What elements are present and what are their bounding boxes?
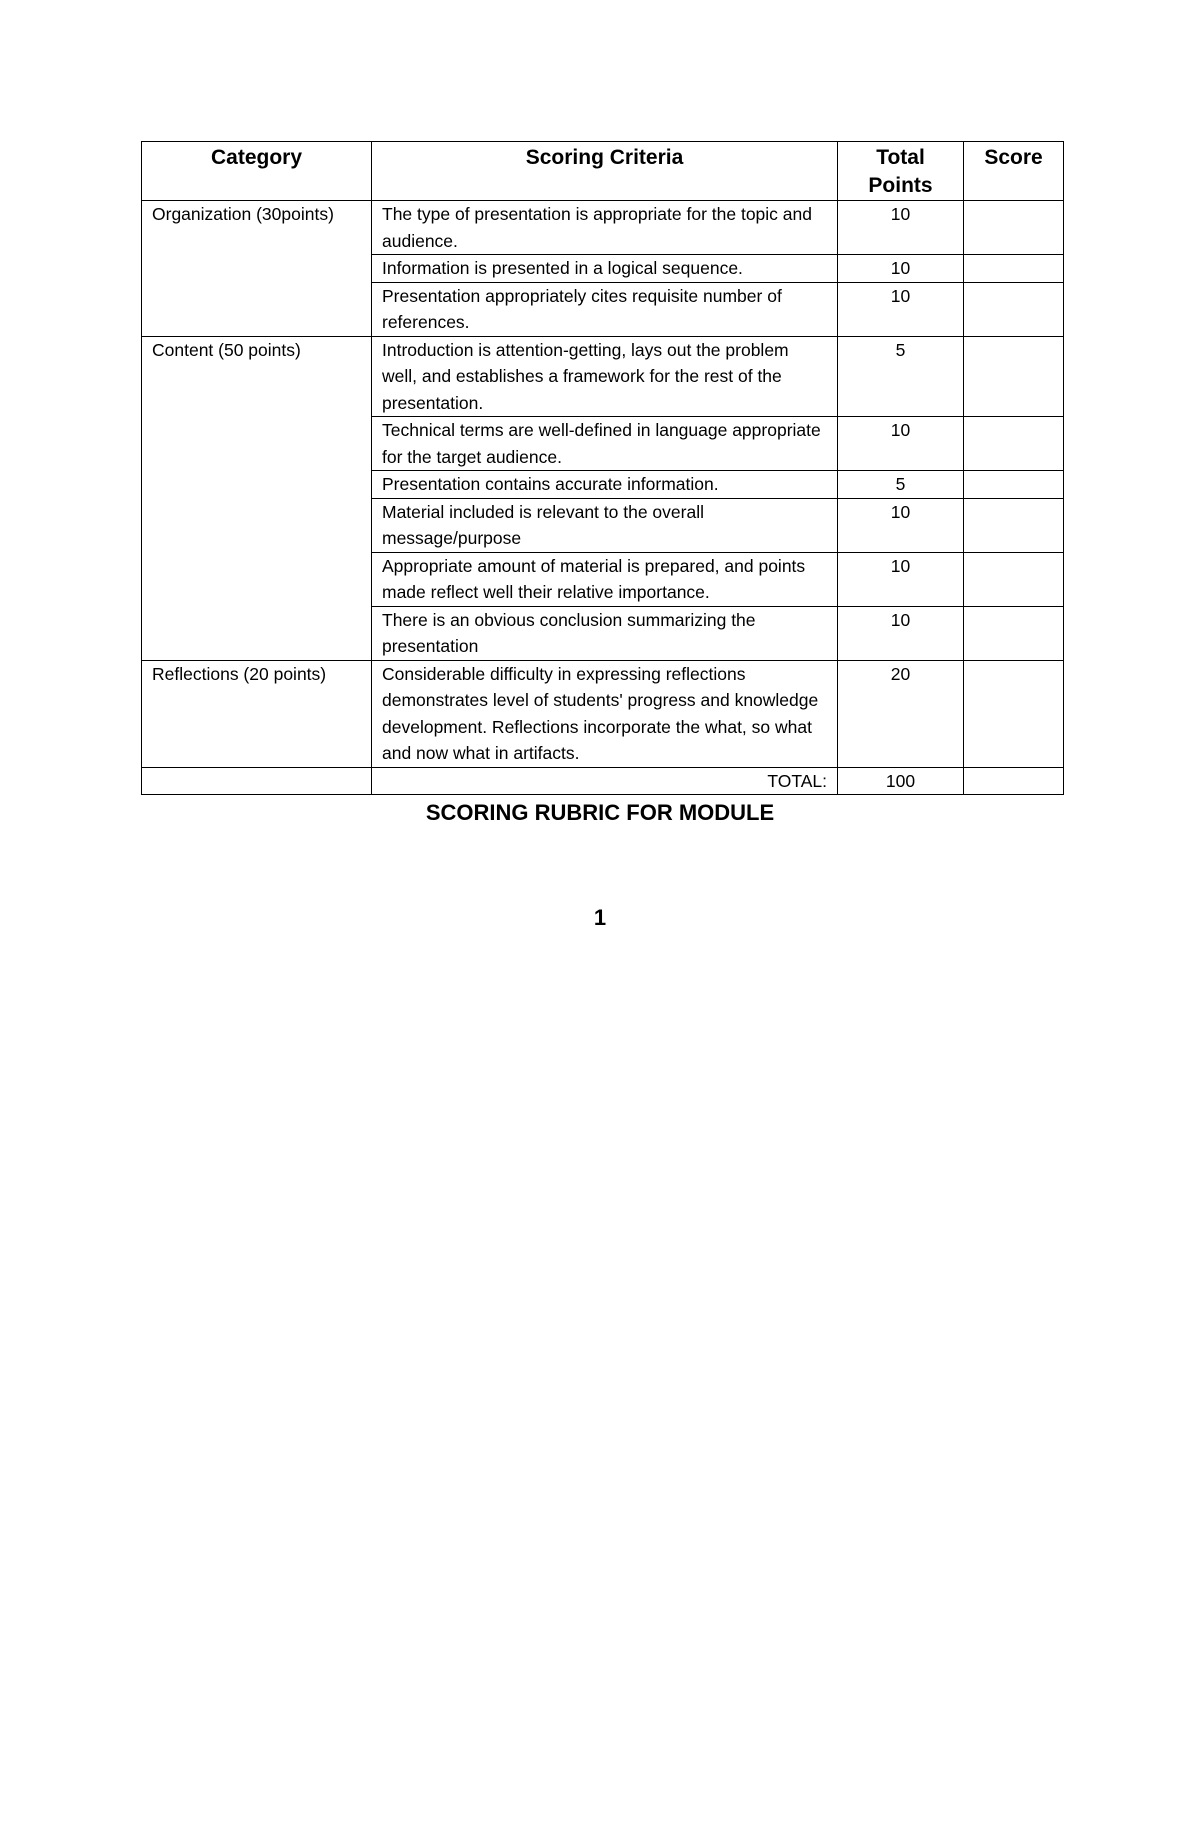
document-title: SCORING RUBRIC FOR MODULE — [425, 800, 775, 825]
total-row — [142, 767, 1064, 795]
total-empty-cell — [142, 767, 372, 795]
page-number: 1 — [593, 905, 607, 930]
criteria-cell: Material included is relevant to the overall message/purpose — [372, 498, 838, 552]
points-cell: 10 — [838, 606, 964, 660]
score-cell[interactable] — [964, 282, 1064, 336]
points-cell: 10 — [838, 552, 964, 606]
criteria-cell: The type of presentation is appropriate for the topic and audience. — [372, 201, 838, 255]
header-scoring-criteria: Scoring Criteria — [372, 142, 838, 201]
score-cell[interactable] — [964, 552, 1064, 606]
criteria-cell: Considerable difficulty in expressing reflections demonstrates level of students' progress and knowledge development. Reflections incorporate the what, so what and now what in artifacts. — [372, 660, 838, 767]
table-row — [142, 660, 1064, 767]
score-cell[interactable] — [964, 336, 1064, 417]
total-score-cell[interactable] — [964, 767, 1064, 795]
criteria-cell: Technical terms are well-defined in language appropriate for the target audience. — [372, 417, 838, 471]
table-row — [142, 201, 1064, 255]
category-content: Content (50 points) — [142, 336, 372, 660]
header-category: Category — [142, 142, 372, 201]
category-organization: Organization (30points) — [142, 201, 372, 337]
criteria-cell: Appropriate amount of material is prepared, and points made reflect well their relative importance. — [372, 552, 838, 606]
points-cell: 10 — [838, 417, 964, 471]
points-cell: 5 — [838, 471, 964, 499]
category-reflections: Reflections (20 points) — [142, 660, 372, 767]
total-points: 100 — [838, 767, 964, 795]
criteria-cell: Presentation appropriately cites requisite number of references. — [372, 282, 838, 336]
criteria-cell: There is an obvious conclusion summarizing the presentation — [372, 606, 838, 660]
score-cell[interactable] — [964, 201, 1064, 255]
table-row — [142, 336, 1064, 417]
points-cell: 20 — [838, 660, 964, 767]
header-total-points: Total Points — [838, 142, 964, 201]
criteria-cell: Information is presented in a logical sequence. — [372, 255, 838, 283]
points-cell: 10 — [838, 498, 964, 552]
scoring-rubric-table — [141, 141, 1064, 795]
points-cell: 5 — [838, 336, 964, 417]
total-label: TOTAL: — [372, 767, 838, 795]
score-cell[interactable] — [964, 417, 1064, 471]
points-cell: 10 — [838, 255, 964, 283]
score-cell[interactable] — [964, 606, 1064, 660]
points-cell: 10 — [838, 282, 964, 336]
score-cell[interactable] — [964, 660, 1064, 767]
header-row — [142, 142, 1064, 201]
score-cell[interactable] — [964, 255, 1064, 283]
score-cell[interactable] — [964, 471, 1064, 499]
score-cell[interactable] — [964, 498, 1064, 552]
header-score: Score — [964, 142, 1064, 201]
points-cell: 10 — [838, 201, 964, 255]
criteria-cell: Introduction is attention-getting, lays out the problem well, and establishes a framework for the rest of the presentation. — [372, 336, 838, 417]
criteria-cell: Presentation contains accurate information. — [372, 471, 838, 499]
